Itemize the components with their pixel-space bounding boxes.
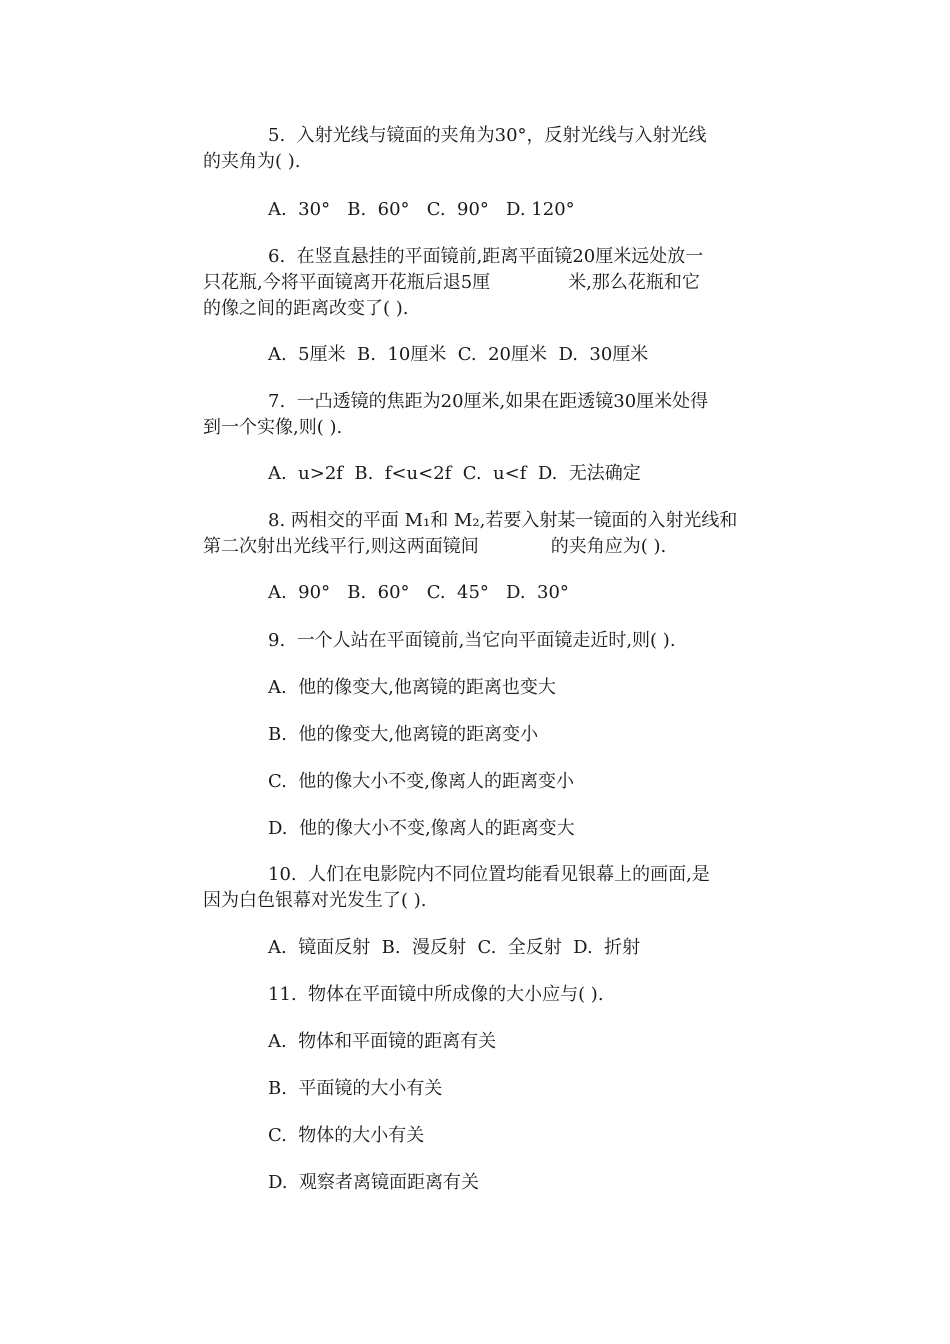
q6-stem-line1: 6. 在竖直悬挂的平面镜前,距离平面镜20厘米远处放一 (268, 246, 704, 267)
q10-stem-line2: 因为白色银幕对光发生了( ). (203, 890, 427, 911)
q5-stem-line1: 5. 入射光线与镜面的夹角为30°，反射光线与入射光线 (268, 125, 707, 146)
q9-option-d: D. 他的像大小不变,像离人的距离变大 (268, 818, 575, 839)
q8-stem-line1: 8. 两相交的平面 M₁和 M₂,若要入射某一镜面的入射光线和 (268, 510, 738, 531)
q11-option-d: D. 观察者离镜面距离有关 (268, 1172, 479, 1193)
q9-option-a: A. 他的像变大,他离镜的距离也变大 (268, 677, 556, 698)
q10-options: A. 镜面反射 B. 漫反射 C. 全反射 D. 折射 (268, 937, 641, 958)
q6-stem-line2-part1: 只花瓶,今将平面镜离开花瓶后退5厘 (203, 272, 491, 293)
q6-stem-line2 (203, 270, 700, 296)
q11-option-a: A. 物体和平面镜的距离有关 (268, 1031, 497, 1052)
q6-stem-line2-part2: 米,那么花瓶和它 (568, 272, 700, 293)
q11-stem: 11. 物体在平面镜中所成像的大小应与( ). (268, 984, 604, 1005)
q7-options: A. u>2f B. f<u<2f C. u<f D. 无法确定 (268, 463, 641, 484)
q6-stem-line3: 的像之间的距离改变了( ). (203, 298, 409, 319)
q6-options: A. 5厘米 B. 10厘米 C. 20厘米 D. 30厘米 (268, 344, 649, 365)
q11-option-b: B. 平面镜的大小有关 (268, 1078, 443, 1099)
q8-options: A. 90° B. 60° C. 45° D. 30° (268, 582, 569, 603)
q7-stem-line2: 到一个实像,则( ). (203, 417, 343, 438)
q9-stem: 9. 一个人站在平面镜前,当它向平面镜走近时,则( ). (268, 630, 676, 651)
q8-stem-line2 (203, 534, 666, 560)
q8-stem-line2-part2: 的夹角应为( ). (550, 536, 667, 557)
q8-stem-line2-part1: 第二次射出光线平行,则这两面镜间 (203, 536, 479, 557)
q9-option-b: B. 他的像变大,他离镜的距离变小 (268, 724, 539, 745)
q5-stem-line2: 的夹角为( ). (203, 151, 301, 172)
q7-stem-line1: 7. 一凸透镜的焦距为20厘米,如果在距透镜30厘米处得 (268, 391, 709, 412)
q10-stem-line1: 10. 人们在电影院内不同位置均能看见银幕上的画面,是 (268, 864, 710, 885)
q9-option-c: C. 他的像大小不变,像离人的距离变小 (268, 771, 575, 792)
q5-options: A. 30° B. 60° C. 90° D. 120° (268, 199, 575, 220)
q11-option-c: C. 物体的大小有关 (268, 1125, 425, 1146)
